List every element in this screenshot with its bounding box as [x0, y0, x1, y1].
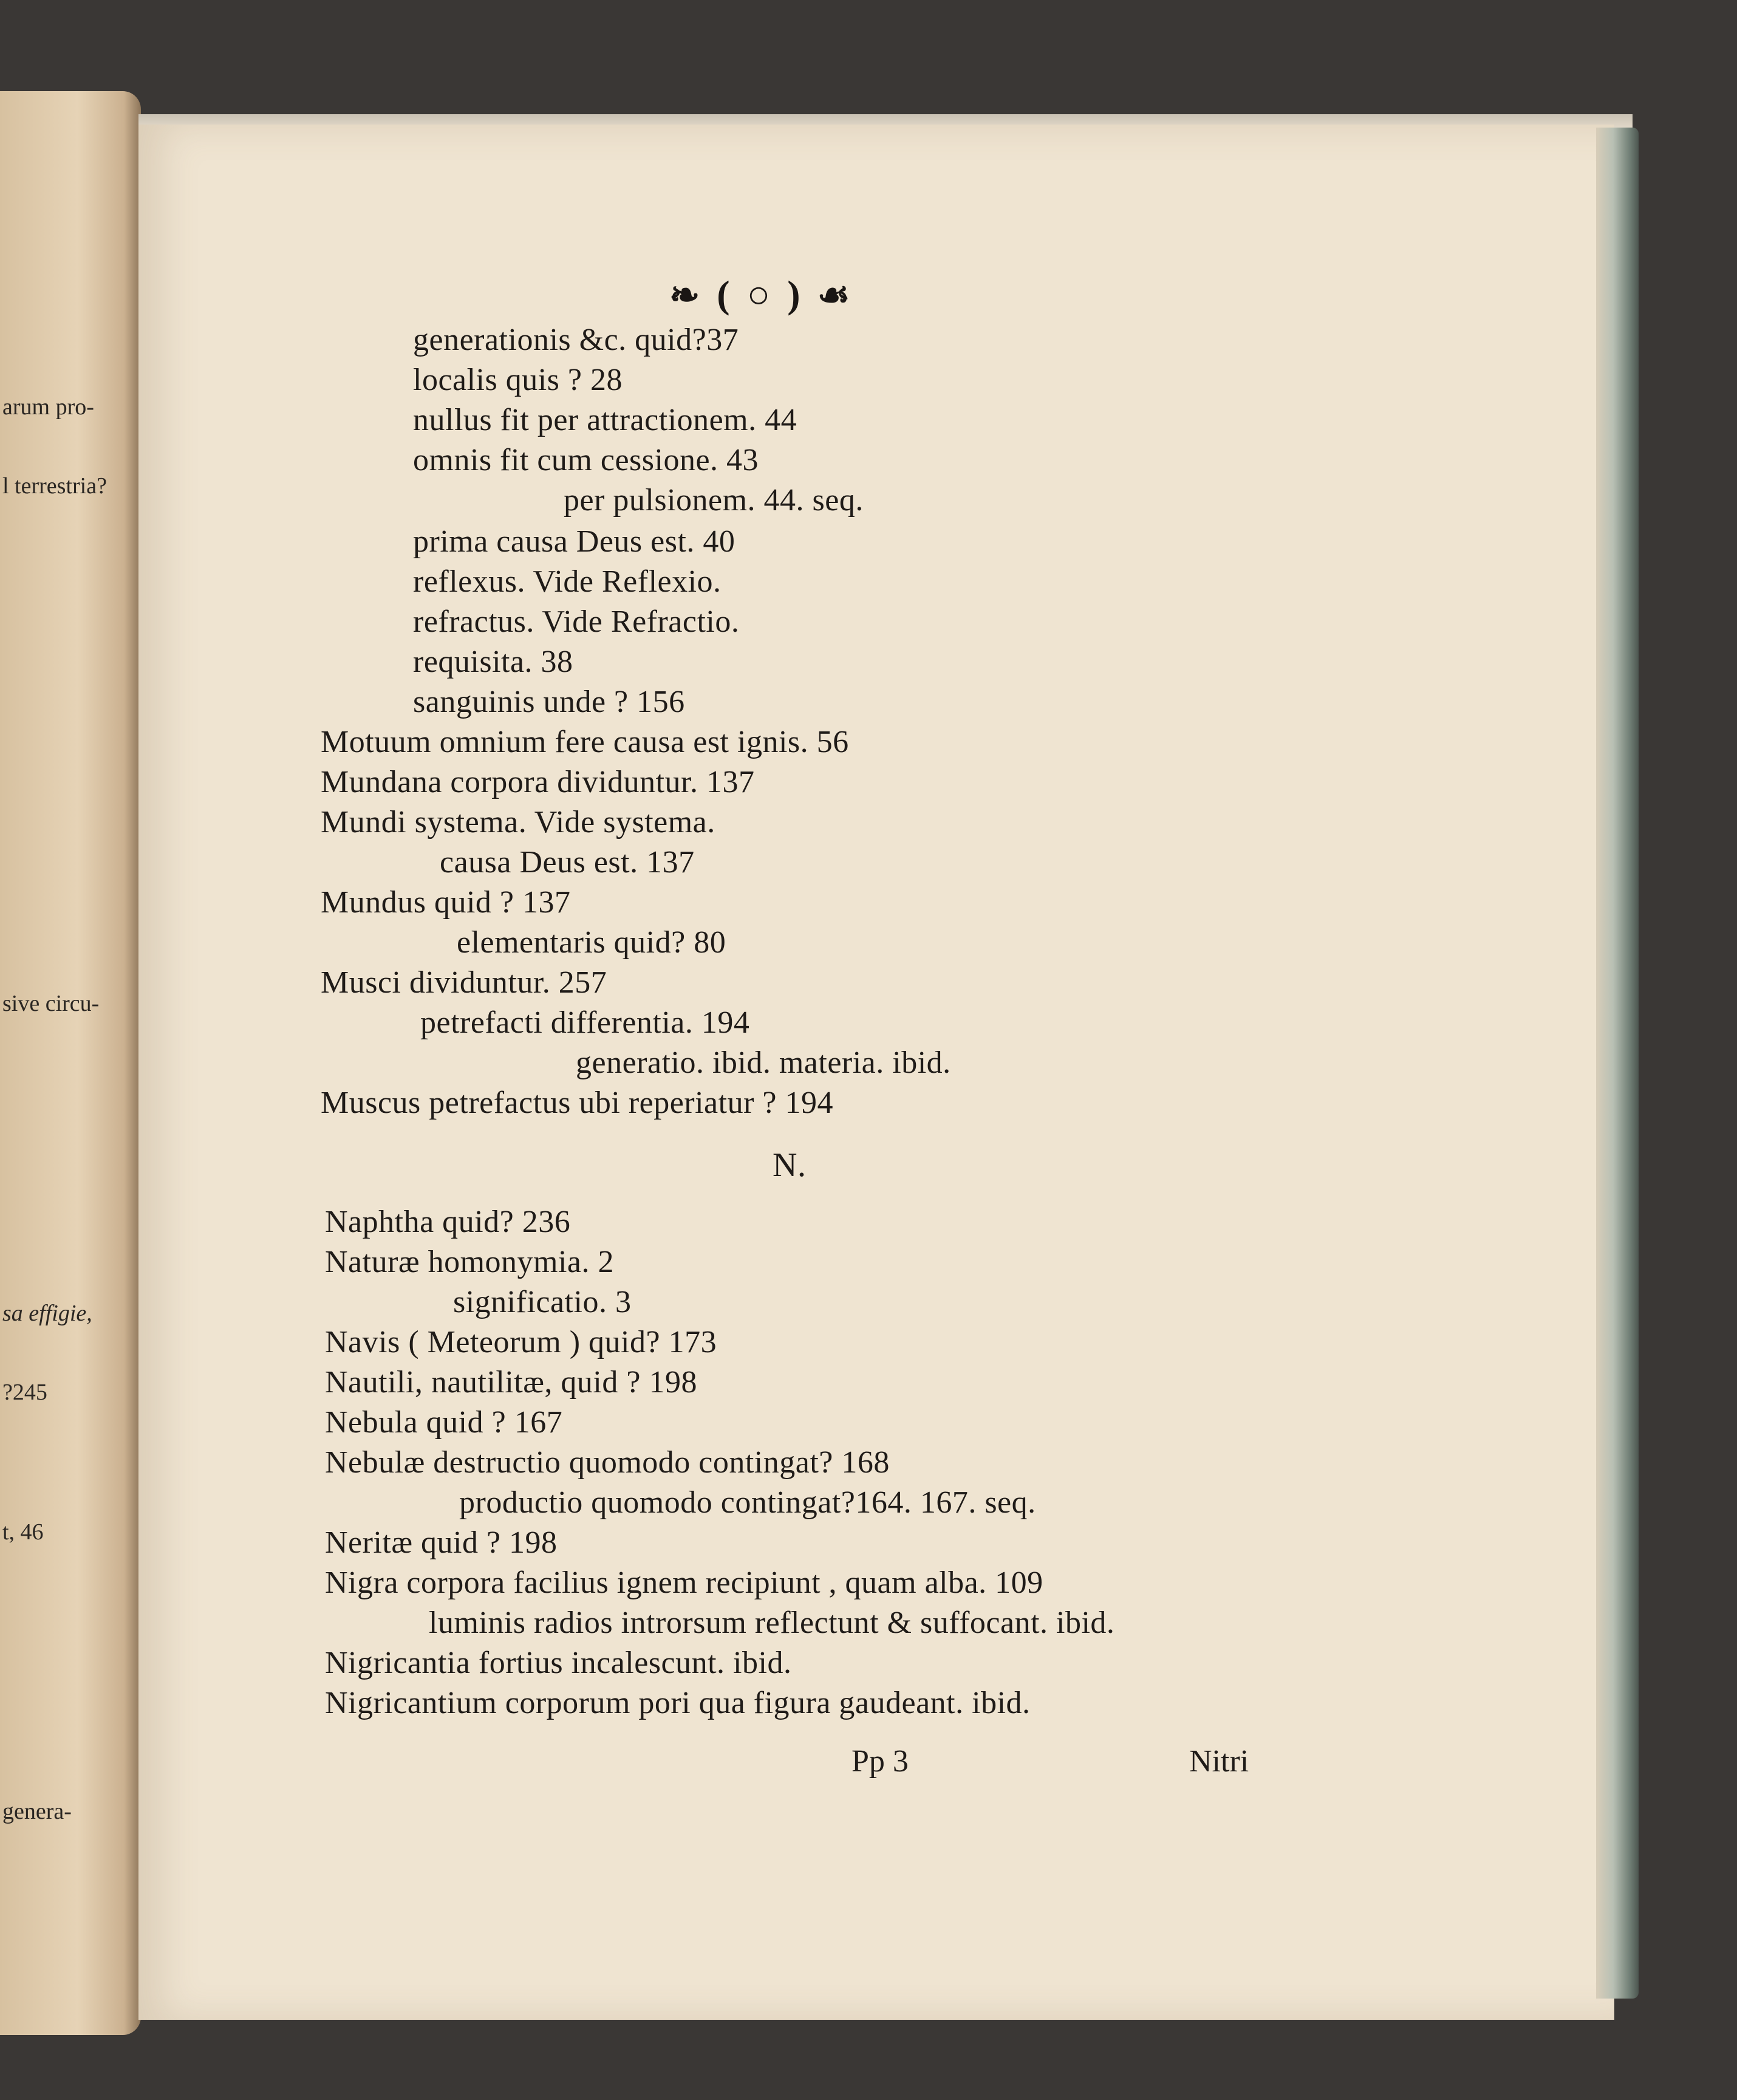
- index-entry: causa Deus est. 137: [440, 845, 695, 880]
- index-entry: nullus fit per attractionem. 44: [413, 403, 797, 437]
- index-entry: Motuum omnium fere causa est ignis. 56: [321, 725, 849, 759]
- index-entry: luminis radios introrsum reflectunt & suffocant. ibid.: [429, 1606, 1115, 1640]
- index-entry: Nautili, nautilitæ, quid ? 198: [325, 1365, 697, 1400]
- signature-mark: Pp 3: [851, 1744, 909, 1779]
- left-fragment: l terrestria?: [2, 473, 107, 499]
- index-entry: Mundi systema. Vide systema.: [321, 805, 715, 840]
- page-header: [669, 272, 853, 317]
- ornament-left-icon: ❧: [669, 275, 704, 315]
- index-entry: Nebula quid ? 167: [325, 1405, 563, 1440]
- index-entry: Neritæ quid ? 198: [325, 1525, 558, 1560]
- index-entry: significatio. 3: [453, 1285, 632, 1319]
- left-fragment: sa effigie,: [2, 1301, 92, 1326]
- index-entry: Naturæ homonymia. 2: [325, 1245, 615, 1279]
- index-entry: refractus. Vide Refractio.: [413, 604, 740, 639]
- index-entry: Mundus quid ? 137: [321, 885, 571, 920]
- index-entry: generationis &c. quid?37: [413, 323, 739, 357]
- index-entry: Muscus petrefactus ubi reperiatur ? 194: [321, 1086, 833, 1120]
- index-entry: elementaris quid? 80: [457, 925, 726, 960]
- index-entry: Nebulæ destructio quomodo contingat? 168: [325, 1445, 890, 1480]
- index-entry: Mundana corpora dividuntur. 137: [321, 765, 755, 799]
- index-entry: omnis fit cum cessione. 43: [413, 443, 759, 477]
- index-entry: Naphtha quid? 236: [325, 1205, 571, 1239]
- index-entry: Navis ( Meteorum ) quid? 173: [325, 1325, 717, 1360]
- index-entry: Nigricantia fortius incalescunt. ibid.: [325, 1646, 792, 1680]
- ornament-right-icon: ☙: [817, 275, 854, 315]
- header-label: ( ○ ): [717, 273, 804, 316]
- index-entry: petrefacti differentia. 194: [420, 1005, 750, 1040]
- index-entry: productio quomodo contingat?164. 167. seq.: [459, 1485, 1036, 1520]
- index-entry: Nigra corpora facilius ignem recipiunt , quam alba. 109: [325, 1565, 1043, 1600]
- section-letter: N.: [773, 1146, 807, 1184]
- index-entry: prima causa Deus est. 40: [413, 524, 735, 559]
- left-fragment: t, 46: [2, 1519, 44, 1545]
- index-entry: Nigricantium corporum pori qua figura gaudeant. ibid.: [325, 1686, 1031, 1720]
- left-fragment: sive circu-: [2, 991, 100, 1016]
- index-entry: requisita. 38: [413, 645, 573, 679]
- left-fragment: arum pro-: [2, 394, 94, 420]
- index-entry: sanguinis unde ? 156: [413, 685, 685, 719]
- index-entry: localis quis ? 28: [413, 363, 623, 397]
- left-fragment: genera-: [2, 1799, 72, 1824]
- index-entry: per pulsionem. 44. seq.: [564, 483, 864, 518]
- catchword: Nitri: [1189, 1744, 1249, 1779]
- index-entry: reflexus. Vide Reflexio.: [413, 564, 722, 599]
- left-fragment: ?245: [2, 1380, 47, 1405]
- index-entry: generatio. ibid. materia. ibid.: [576, 1045, 951, 1080]
- index-entry: Musci dividuntur. 257: [321, 965, 607, 1000]
